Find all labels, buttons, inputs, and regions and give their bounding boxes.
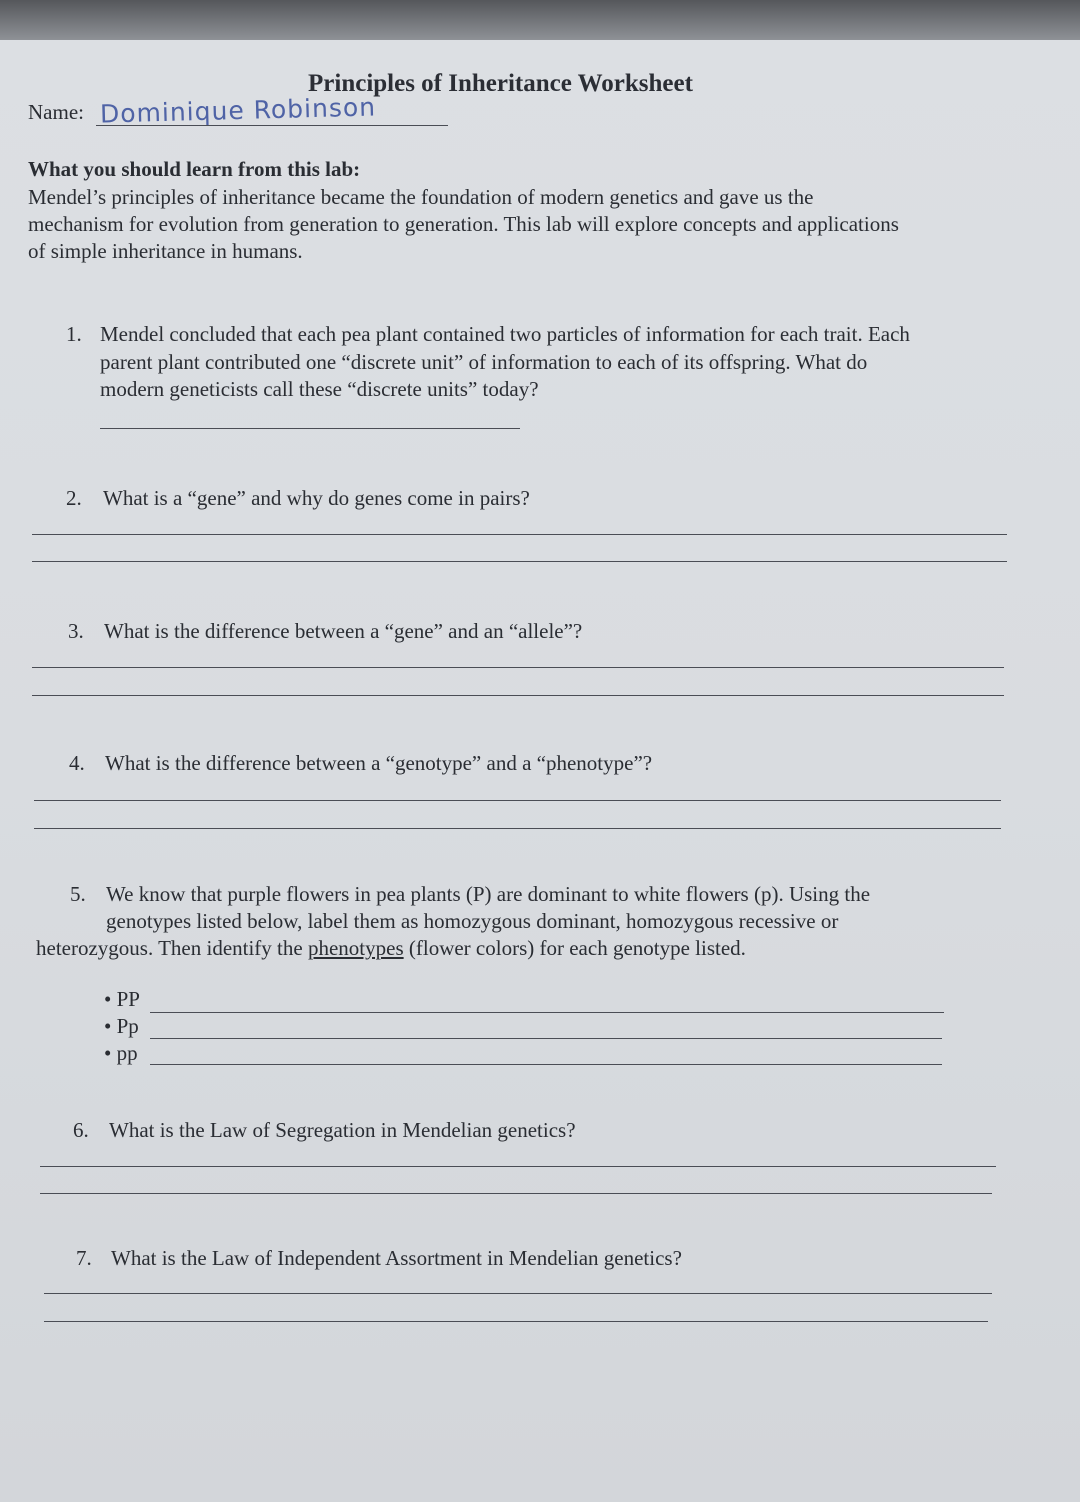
- question-3-answer-line-2[interactable]: [32, 695, 1004, 696]
- question-5-line-3-post: (flower colors) for each genotype listed.: [403, 936, 746, 960]
- question-6-answer-line-1[interactable]: [40, 1166, 996, 1167]
- question-4-answer-line-2[interactable]: [34, 828, 1001, 829]
- question-7-text: What is the Law of Independent Assortment in Mendelian genetics?: [111, 1246, 682, 1270]
- worksheet-title: Principles of Inheritance Worksheet: [308, 70, 693, 97]
- question-6-text: What is the Law of Segregation in Mendelian genetics?: [109, 1118, 576, 1142]
- question-5-number: 5.: [70, 882, 86, 906]
- question-1-line-1: Mendel concluded that each pea plant contained two particles of information for each trait. Each: [100, 322, 910, 346]
- intro-line-2: mechanism for evolution from generation to generation. This lab will explore concepts and applications: [28, 212, 899, 236]
- question-5-line-3-pre: heterozygous. Then identify the: [36, 936, 308, 960]
- genotype-item-pp-dominant: [104, 986, 140, 1013]
- question-7-answer-line-1[interactable]: [44, 1293, 992, 1294]
- question-1-number: 1.: [66, 322, 82, 346]
- genotype-pp-dominant-answer-line[interactable]: [150, 1012, 944, 1013]
- learn-heading: What you should learn from this lab:: [28, 157, 361, 181]
- question-7-number: 7.: [76, 1246, 92, 1270]
- question-4-number: 4.: [69, 751, 85, 775]
- genotype-label: Pp: [116, 1014, 139, 1038]
- name-label: Name:: [28, 100, 84, 124]
- question-3-text: What is the difference between a “gene” and an “allele”?: [104, 619, 583, 643]
- name-line[interactable]: [96, 125, 448, 126]
- question-6-answer-line-2[interactable]: [40, 1193, 992, 1194]
- name-handwritten: Dominique Robinson: [99, 92, 377, 129]
- question-6-number: 6.: [73, 1118, 89, 1142]
- question-2-answer-line-1[interactable]: [32, 534, 1007, 535]
- question-1-line-2: parent plant contributed one “discrete unit” of information to each of its offspring. What do: [100, 350, 868, 374]
- bullet-icon: •: [104, 1014, 117, 1038]
- question-1-answer-line[interactable]: [100, 428, 520, 429]
- genotype-item-pp-heterozygous: [104, 1013, 139, 1040]
- genotype-pp-recessive-answer-line[interactable]: [150, 1064, 942, 1065]
- question-5-line-2: genotypes listed below, label them as homozygous dominant, homozygous recessive or: [106, 909, 839, 933]
- genotype-pp-heterozygous-answer-line[interactable]: [150, 1038, 942, 1039]
- question-4-answer-line-1[interactable]: [34, 800, 1001, 801]
- genotype-label: PP: [116, 987, 140, 1011]
- question-3-answer-line-1[interactable]: [32, 667, 1004, 668]
- genotype-item-pp-recessive: [104, 1040, 138, 1067]
- intro-line-3: of simple inheritance in humans.: [28, 239, 303, 263]
- genotype-label: pp: [116, 1041, 138, 1065]
- question-7-answer-line-2[interactable]: [44, 1321, 988, 1322]
- question-2-text: What is a “gene” and why do genes come in pairs?: [103, 486, 530, 510]
- question-2-number: 2.: [66, 486, 82, 510]
- bullet-icon: •: [104, 1041, 117, 1065]
- question-2-answer-line-2[interactable]: [32, 561, 1007, 562]
- question-5-line-1: We know that purple flowers in pea plants (P) are dominant to white flowers (p). Using the: [106, 882, 871, 906]
- bullet-icon: •: [104, 987, 117, 1011]
- phenotypes-underlined: phenotypes: [307, 936, 404, 960]
- question-5-line-3: [36, 935, 746, 962]
- intro-line-1: Mendel’s principles of inheritance became the foundation of modern genetics and gave us the: [28, 185, 814, 209]
- question-1-line-3: modern geneticists call these “discrete units” today?: [100, 377, 539, 401]
- question-3-number: 3.: [68, 619, 84, 643]
- question-4-text: What is the difference between a “genotype” and a “phenotype”?: [105, 751, 653, 775]
